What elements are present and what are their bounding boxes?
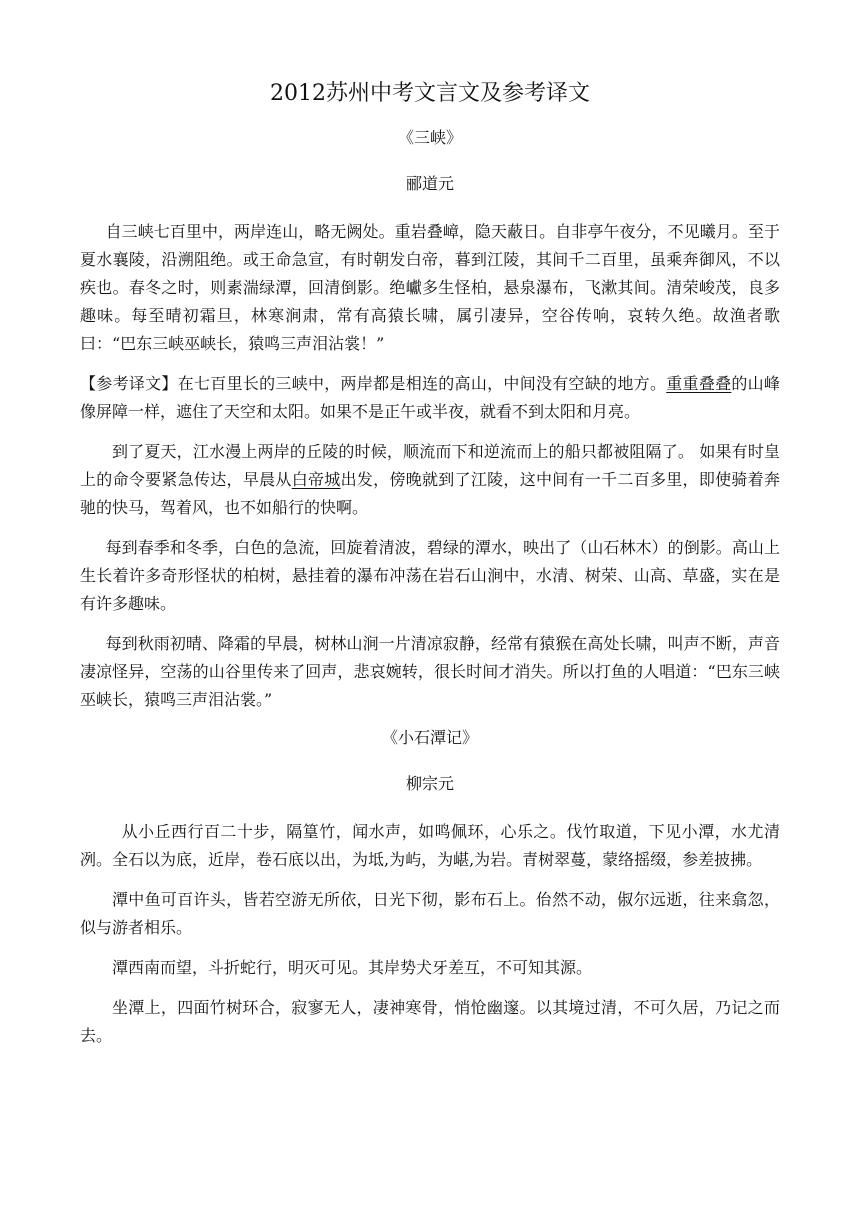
xiaoshitan-heading: 《小石潭记》 [381,728,478,747]
xiaoshitan-author: 柳宗元 [405,774,454,793]
sanxia-translation-paragraph-1 [80,370,780,426]
sanxia-translation-paragraph-3: 每到春季和冬季，白色的急流，回旋着清波，碧绿的潭水，映出了（山石林木）的倒影。高山上生长着许多奇形怪状的柏树，悬挂着的瀑布冲荡在岩石山涧中，水清、树荣、山高、草盛，实在是有许多趣味。 [80,538,780,613]
underlined-phrase: 重重叠叠 [666,374,732,393]
translation-text: 到了夏天，江水漫上两岸的丘陵的时候，顺流而下和逆流而上的船只都被阻隔了。 如果有时皇上的命令要紧急传达，早晨从 [80,442,780,489]
xiaoshitan-paragraph-1: 从小丘西行百二十步，隔篁竹，闻水声，如鸣佩环，心乐之。伐竹取道，下见小潭，水尤清冽。全石以为底，近岸，卷石底以出，为坻,为屿，为嵁,为岩。青树翠蔓，蒙络摇缀，参差披拂。 [80,822,780,869]
document-title: 2012苏州中考文言文及参考译文 [270,81,590,106]
xiaoshitan-paragraph-2: 潭中鱼可百许头，皆若空游无所依，日光下彻，影布石上。佁然不动，俶尔远逝，往来翕忽，似与游者相乐。 [80,890,780,937]
sanxia-translation-paragraph-2 [80,438,780,522]
translation-text: 出发，傍晚就到了江陵，这中间有一千二百多里，即使骑着奔驰的快马，驾着风，也不如船行的快啊。 [80,470,780,517]
sanxia-original-text: 自三峡七百里中，两岸连山，略无阙处。重岩叠嶂，隐天蔽日。自非亭午夜分，不见曦月。至于夏水襄陵，沿溯阻绝。或王命急宣，有时朝发白帝，暮到江陵，其间千二百里，虽乘奔御风，不以疾也。春冬之时，则素湍绿潭，回清倒影。绝巘多生怪柏，悬泉瀑布，飞漱其间。清荣峻茂，良多趣味。每至晴初霜旦，林寒涧肃，常有高猿长啸，属引凄异，空谷传响，哀转久绝。故渔者歌曰：“巴东三峡巫峡长，猿鸣三声泪沾裳！” [80,222,780,353]
xiaoshitan-paragraph-3: 潭西南而望，斗折蛇行，明灭可见。其岸势犬牙差互，不可知其源。 [112,958,593,977]
sanxia-translation-paragraph-4: 每到秋雨初晴、降霜的早晨，树林山涧一片清凉寂静，经常有猿猴在高处长啸，叫声不断，声音凄凉怪异，空荡的山谷里传来了回声，悲哀婉转，很长时间才消失。所以打鱼的人唱道：“巴东三峡巫峡长，猿鸣三声泪沾裳。” [80,634,780,709]
xiaoshitan-paragraph-4: 坐潭上，四面竹树环合，寂寥无人，凄神寒骨，悄怆幽邃。以其境过清，不可久居，乃记之而去。 [80,998,780,1045]
translation-text: 在七百里长的三峡中，两岸都是相连的高山，中间没有空缺的地方。 [177,374,667,393]
translation-label: 【参考译文】 [80,374,178,393]
translation-text: 的山峰像屏障一样，遮住了天空和太阳。如果不是正午或半夜，就看不到太阳和月亮。 [80,374,780,421]
underlined-phrase: 白帝城 [291,470,341,489]
sanxia-heading: 《三峡》 [397,128,462,147]
sanxia-author: 郦道元 [405,174,454,193]
